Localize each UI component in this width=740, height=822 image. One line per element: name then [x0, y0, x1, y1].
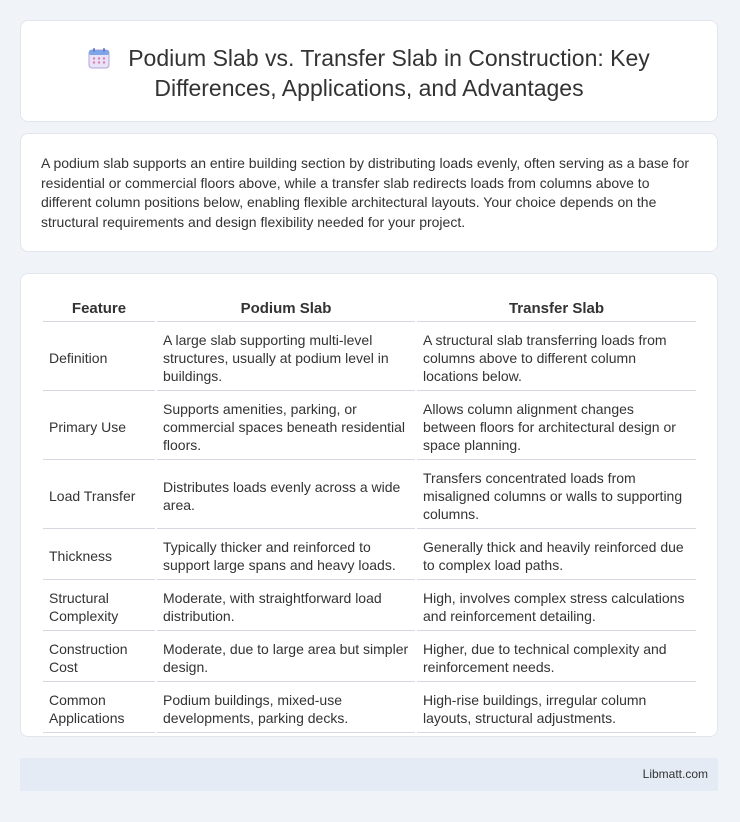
table-row: [43, 393, 696, 460]
table-row: [43, 633, 696, 682]
header-transfer-slab: Transfer Slab: [417, 296, 696, 322]
transfer-cell: Allows column alignment changes between floors for architectural design or space planning.: [417, 393, 696, 460]
table-row: [43, 684, 696, 733]
table-row: [43, 582, 696, 631]
transfer-cell: Higher, due to technical complexity and reinforcement needs.: [417, 633, 696, 682]
comparison-card: [20, 273, 718, 737]
title-line-1: Podium Slab vs. Transfer Slab in Construction: Key: [128, 45, 650, 71]
intro-paragraph: A podium slab supports an entire building section by distributing loads evenly, often serving as a base for residential or commercial floors above, while a transfer slab redirects loads from columns above to different column positions below, enabling flexible architectural layouts. Your choice depends on the structural requirements and design flexibility needed for your project.: [41, 155, 690, 230]
transfer-cell: High, involves complex stress calculations and reinforcement detailing.: [417, 582, 696, 631]
feature-cell: Primary Use: [43, 393, 155, 460]
table-row: [43, 531, 696, 580]
header-podium-slab: Podium Slab: [157, 296, 415, 322]
footer-bar: [20, 758, 718, 791]
feature-cell: Construction Cost: [43, 633, 155, 682]
feature-cell: Common Applications: [43, 684, 155, 733]
feature-cell: Definition: [43, 324, 155, 391]
podium-cell: Podium buildings, mixed-use developments, parking decks.: [157, 684, 415, 733]
title-card: [20, 20, 718, 122]
title-line-2: Differences, Applications, and Advantages: [154, 75, 584, 101]
podium-cell: Supports amenities, parking, or commercial spaces beneath residential floors.: [157, 393, 415, 460]
podium-cell: Typically thicker and reinforced to support large spans and heavy loads.: [157, 531, 415, 580]
podium-cell: A large slab supporting multi-level structures, usually at podium level in buildings.: [157, 324, 415, 391]
feature-cell: Structural Complexity: [43, 582, 155, 631]
table-row: [43, 462, 696, 529]
podium-cell: Moderate, due to large area but simpler design.: [157, 633, 415, 682]
footer-brand[interactable]: Libmatt.com: [642, 767, 708, 781]
table-header-row: [43, 296, 696, 322]
page-title: [21, 43, 717, 103]
podium-cell: Distributes loads evenly across a wide area.: [157, 462, 415, 529]
intro-card: [20, 133, 718, 252]
transfer-cell: A structural slab transferring loads from columns above to different column locations below.: [417, 324, 696, 391]
feature-cell: Thickness: [43, 531, 155, 580]
feature-cell: Load Transfer: [43, 462, 155, 529]
table-row: [43, 324, 696, 391]
transfer-cell: High-rise buildings, irregular column layouts, structural adjustments.: [417, 684, 696, 733]
calendar-icon: [88, 47, 110, 69]
header-feature: Feature: [43, 296, 155, 322]
comparison-table: [41, 294, 698, 735]
transfer-cell: Transfers concentrated loads from misaligned columns or walls to supporting columns.: [417, 462, 696, 529]
podium-cell: Moderate, with straightforward load distribution.: [157, 582, 415, 631]
transfer-cell: Generally thick and heavily reinforced due to complex load paths.: [417, 531, 696, 580]
